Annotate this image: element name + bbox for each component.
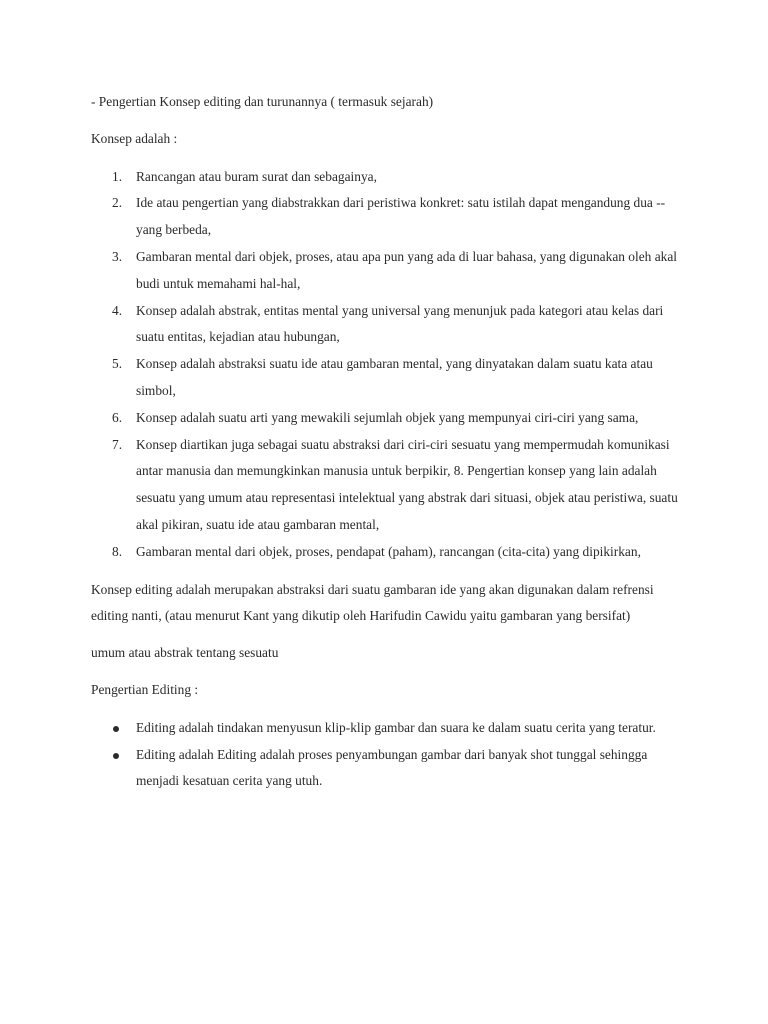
document-page bbox=[91, 89, 681, 795]
list-number: 4. bbox=[112, 302, 123, 318]
list-number: 8. bbox=[112, 543, 123, 559]
list-item-text: Konsep diartikan juga sebagai suatu abstraksi dari ciri-ciri sesuatu yang mempermudah komunikasi antar manusia dan memungkinkan manusia untuk berpikir, 8. Pengertian konsep yang lain adalah sesuatu yang umum atau representasi intelektual yang abstrak dari situasi, objek atau peristiwa, suatu akal pikiran, suatu ide atau gambaran mental, bbox=[136, 436, 678, 532]
list-item-text: Rancangan atau buram surat dan sebagainya, bbox=[136, 168, 377, 184]
list-item bbox=[91, 432, 681, 539]
list-number: 7. bbox=[112, 436, 123, 452]
list-item-text: Ide atau pengertian yang diabstrakkan dari peristiwa konkret: satu istilah dapat mengandung dua -- yang berbeda, bbox=[136, 195, 666, 238]
list-item bbox=[91, 190, 681, 244]
list-item-text: Gambaran mental dari objek, proses, atau apa pun yang ada di luar bahasa, yang digunakan oleh akal budi untuk memahami hal-hal, bbox=[136, 248, 678, 291]
bullet-icon bbox=[113, 726, 119, 732]
list-item bbox=[91, 539, 681, 566]
list-item bbox=[91, 164, 681, 191]
list-item bbox=[91, 244, 681, 298]
list-item-text: Konsep adalah abstrak, entitas mental yang universal yang menunjuk pada kategori atau kelas dari suatu entitas, kejadian atau hubungan, bbox=[136, 302, 664, 345]
list-item-text: Konsep adalah abstraksi suatu ide atau gambaran mental, yang dinyatakan dalam suatu kata atau simbol, bbox=[136, 356, 653, 398]
list-item bbox=[91, 715, 681, 742]
list-number: 1. bbox=[112, 168, 123, 184]
list-item bbox=[91, 351, 681, 405]
list-item-text: Editing adalah tindakan menyusun klip-klip gambar dan suara ke dalam suatu cerita yang teratur. bbox=[136, 719, 656, 735]
list-number: 5. bbox=[112, 356, 123, 372]
general-paragraph: umum atau abstrak tentang sesuatu bbox=[91, 645, 279, 661]
editing-concept-paragraph: Konsep editing adalah merupakan abstraksi dari suatu gambaran ide yang akan digunakan dalam refrensi editing nanti, (atau menurut Kant yang dikutip oleh Harifudin Cawidu yaitu gambaran yang bersifat) bbox=[91, 581, 654, 624]
editing-bullet-list bbox=[91, 715, 681, 795]
konsep-label: Konsep adalah : bbox=[91, 130, 178, 146]
list-item-text: Konsep adalah suatu arti yang mewakili sejumlah objek yang mempunyai ciri-ciri yang sama, bbox=[136, 409, 639, 425]
list-item-text: Gambaran mental dari objek, proses, pendapat (paham), rancangan (cita-cita) yang dipikirkan, bbox=[136, 543, 641, 559]
list-number: 2. bbox=[112, 195, 123, 211]
list-number: 3. bbox=[112, 248, 123, 264]
list-item-text: Editing adalah Editing adalah proses penyambungan gambar dari banyak shot tunggal sehingga menjadi kesatuan cerita yang utuh. bbox=[136, 746, 648, 789]
editing-label: Pengertian Editing : bbox=[91, 681, 199, 697]
section-heading: - Pengertian Konsep editing dan turunannya ( termasuk sejarah) bbox=[91, 94, 434, 109]
list-item bbox=[91, 742, 681, 796]
list-number: 6. bbox=[112, 409, 123, 425]
list-item bbox=[91, 405, 681, 432]
konsep-numbered-list bbox=[91, 164, 681, 566]
bullet-icon bbox=[113, 753, 119, 759]
list-item bbox=[91, 298, 681, 352]
